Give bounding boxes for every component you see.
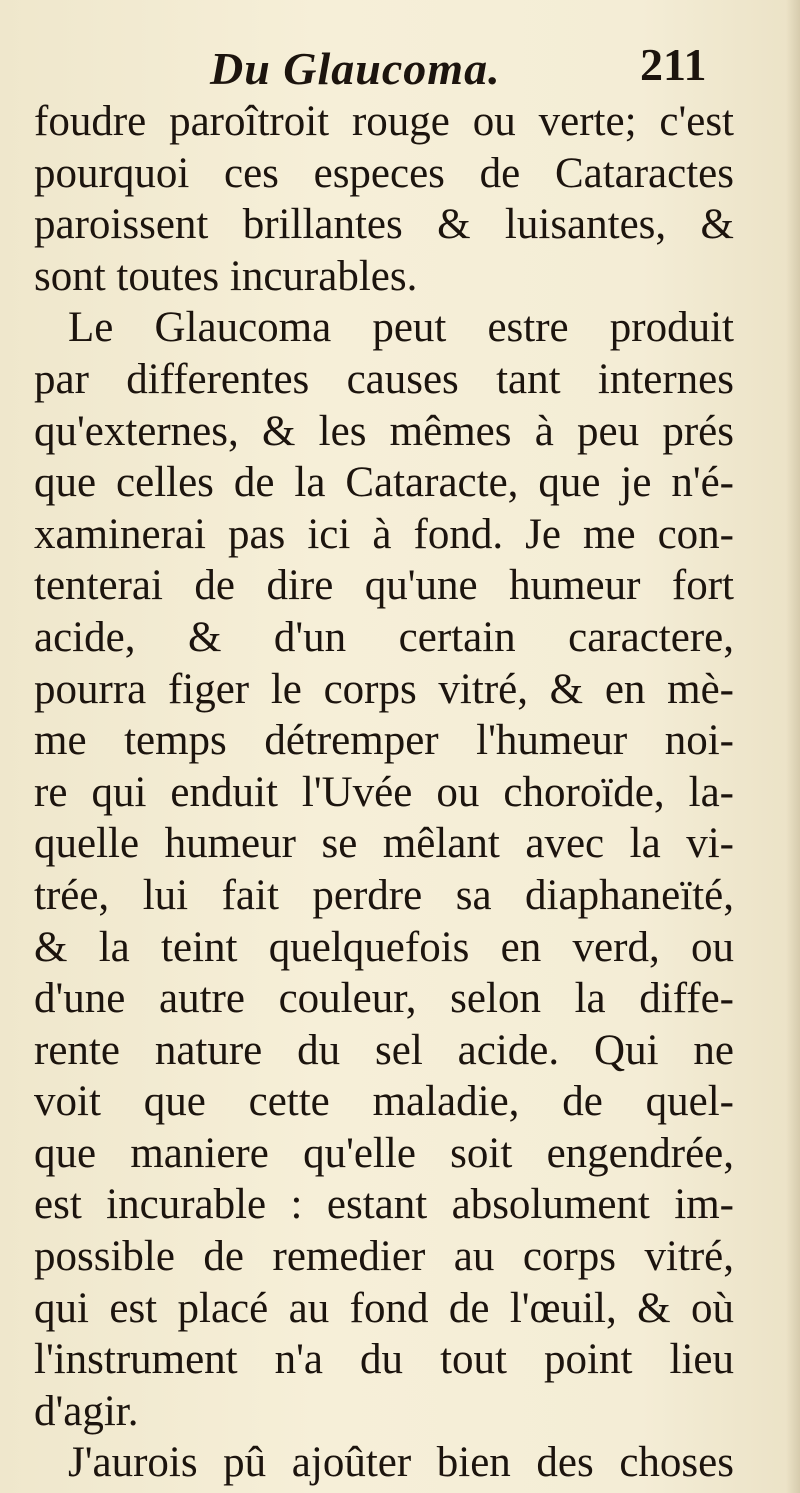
page-number: 211	[640, 39, 707, 90]
text-line: qui est placé au fond de l'œuil, & où	[34, 1284, 734, 1332]
text-line: re qui enduit l'Uvée ou choroïde, la-	[34, 768, 734, 816]
text-line: l'instrument n'a du tout point lieu	[34, 1336, 734, 1384]
text-line: qu'externes, & les mêmes à peu prés	[34, 407, 734, 455]
text-line: d'une autre couleur, selon la diffe-	[34, 975, 734, 1023]
text-line: xaminerai pas ici à fond. Je me con-	[34, 510, 734, 558]
text-line: que celles de la Cataracte, que je n'é-	[34, 459, 734, 507]
text-line: quelle humeur se mêlant avec la vi-	[34, 820, 734, 868]
text-line: d'agir.	[34, 1387, 139, 1435]
text-line: voit que cette maladie, de quel-	[34, 1078, 734, 1126]
text-line: sont toutes incurables.	[34, 252, 418, 300]
text-line: pourquoi ces especes de Cataractes	[34, 149, 734, 197]
text-line: possible de remedier au corps vitré,	[34, 1233, 734, 1281]
running-head: Du Glaucoma.	[210, 43, 501, 94]
body-text	[34, 96, 734, 1489]
text-line: & la teint quelquefois en verd, ou	[34, 923, 734, 971]
page-edge-shadow	[786, 0, 800, 1493]
text-line: trée, lui fait perdre sa diaphaneïté,	[34, 871, 734, 919]
text-line: foudre paroîtroit rouge ou verte; c'est	[34, 98, 734, 145]
paragraph-start-line: Le Glaucoma peut estre produit	[68, 304, 734, 352]
text-line: me temps détremper l'humeur noi-	[34, 717, 734, 765]
text-line: par differentes causes tant internes	[34, 355, 734, 403]
text-line: rente nature du sel acide. Qui ne	[34, 1026, 734, 1074]
text-line: tenterai de dire qu'une humeur fort	[34, 562, 734, 610]
text-line: pourra figer le corps vitré, & en mè-	[34, 665, 734, 713]
paragraph-start-line: J'aurois pû ajoûter bien des choses	[68, 1439, 734, 1487]
text-line: est incurable : estant absolument im-	[34, 1181, 734, 1229]
text-line: paroissent brillantes & luisantes, &	[34, 201, 734, 249]
text-line: acide, & d'un certain caractere,	[34, 613, 734, 661]
text-line: que maniere qu'elle soit engendrée,	[34, 1129, 734, 1177]
